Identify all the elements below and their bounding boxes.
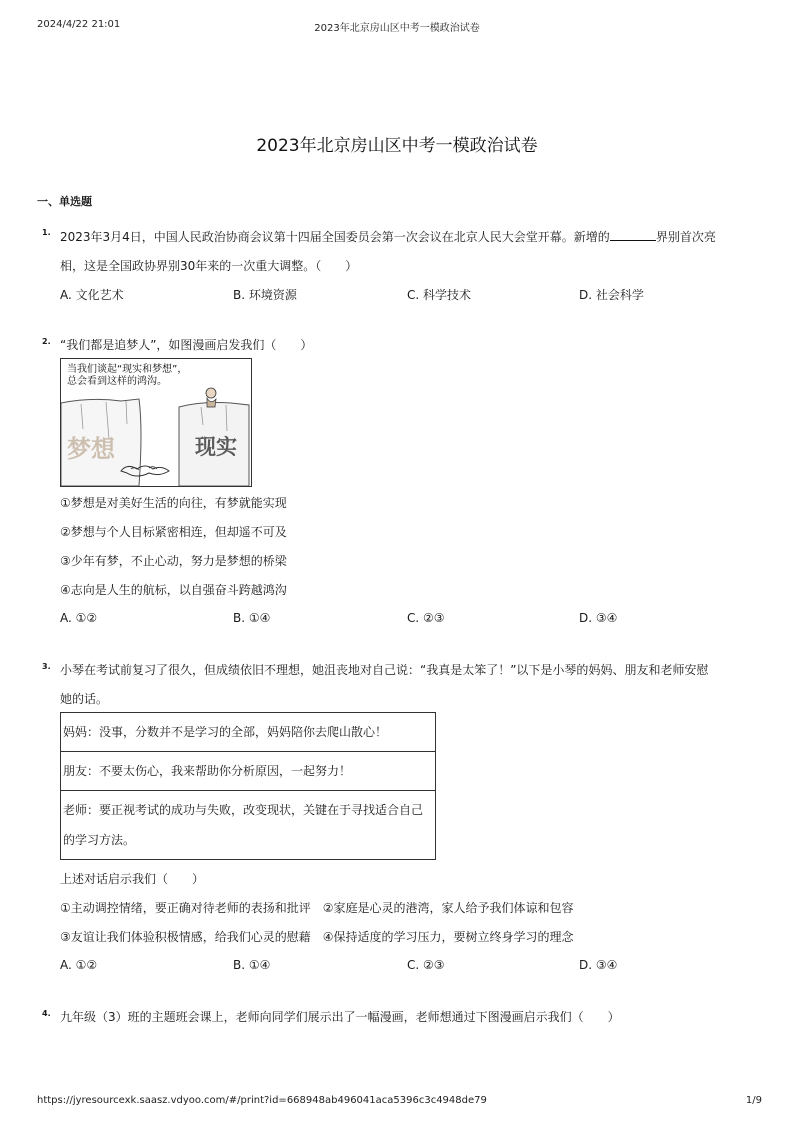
question-stem-line: 相，这是全国政协界别30年来的一次重大调整。（ ） xyxy=(60,259,358,273)
comic-caption xyxy=(67,364,187,388)
question-stem-line: 她的话。 xyxy=(60,692,109,706)
question-stem-line: 九年级（3）班的主题班会课上，老师向同学们展示出了一幅漫画，老师想通过下图漫画启示我们（ ） xyxy=(60,1010,620,1024)
table-row xyxy=(61,713,436,752)
option-b[interactable]: B. ①④ xyxy=(233,611,271,625)
table-row xyxy=(61,791,436,860)
dialog-cell: 妈妈：没事，分数并不是学习的全部，妈妈陪你去爬山散心！ xyxy=(61,713,436,752)
statement: ③友谊让我们体验积极情感，给我们心灵的慰藉 ④保持适度的学习压力，要树立终身学习的理念 xyxy=(60,930,574,944)
page-number: 1/9 xyxy=(745,1095,762,1106)
dialog-table xyxy=(60,712,436,860)
dialog-cell: 朋友：不要太伤心，我来帮助你分析原因，一起努力！ xyxy=(61,752,436,791)
option-a[interactable]: A. 文化艺术 xyxy=(60,288,124,302)
question-number: 3. xyxy=(42,662,51,671)
question-number: 1. xyxy=(42,228,51,237)
stem-text: 界别首次亮 xyxy=(655,230,716,244)
option-c[interactable]: C. ②③ xyxy=(407,611,445,625)
statement: ①主动调控情绪，要正确对待老师的表扬和批评 ②家庭是心灵的港湾，家人给予我们体谅和包容 xyxy=(60,901,574,915)
option-b[interactable]: B. ①④ xyxy=(233,958,271,972)
question-stem-line xyxy=(60,228,716,245)
option-c[interactable]: C. 科学技术 xyxy=(407,288,472,302)
comic-image xyxy=(60,358,252,487)
comic-caption-line: 总会看到这样的鸿沟。 xyxy=(67,376,167,387)
statement: ②梦想与个人目标紧密相连，但却遥不可及 xyxy=(60,525,287,539)
print-url: https://jyresourcexk.saasz.vdyoo.com/#/print?id=668948ab496041aca5396c3c4948de79 xyxy=(37,1095,487,1106)
option-d[interactable]: D. ③④ xyxy=(579,611,618,625)
option-a[interactable]: A. ①② xyxy=(60,611,98,625)
print-header-title: 2023年北京房山区中考一模政治试卷 xyxy=(314,23,480,34)
comic-caption-line: 当我们谈起“现实和梦想”， xyxy=(67,364,188,375)
statement: ④志向是人生的航标，以自强奋斗跨越鸿沟 xyxy=(60,583,287,597)
option-c[interactable]: C. ②③ xyxy=(407,958,445,972)
statement: ①梦想是对美好生活的向往，有梦就能实现 xyxy=(60,496,287,510)
dialog-cell: 老师：要正视考试的成功与失败，改变现状，关键在于寻找适合自己的学习方法。 xyxy=(61,791,436,860)
option-b[interactable]: B. 环境资源 xyxy=(233,288,297,302)
statement: ③少年有梦，不止心动，努力是梦想的桥梁 xyxy=(60,554,287,568)
option-d[interactable]: D. ③④ xyxy=(579,958,618,972)
question-stem-line: “我们都是追梦人”，如图漫画启发我们（ ） xyxy=(60,338,313,352)
stem-text: 2023年3月4日，中国人民政治协商会议第十四届全国委员会第一次会议在北京人民大会堂开幕。新增的 xyxy=(60,230,610,244)
comic-word-reality: 现实 xyxy=(195,434,237,459)
option-a[interactable]: A. ①② xyxy=(60,958,98,972)
option-d[interactable]: D. 社会科学 xyxy=(579,288,644,302)
question-number: 4. xyxy=(42,1009,51,1018)
section-heading: 一、单选题 xyxy=(37,195,92,208)
fill-blank xyxy=(610,228,656,241)
print-datetime: 2024/4/22 21:01 xyxy=(37,19,121,30)
question-prompt: 上述对话启示我们（ ） xyxy=(60,872,205,886)
page-title: 2023年北京房山区中考一模政治试卷 xyxy=(256,136,538,156)
question-number: 2. xyxy=(42,337,51,346)
table-row xyxy=(61,752,436,791)
comic-word-dream: 梦想 xyxy=(67,434,115,463)
question-stem-line: 小琴在考试前复习了很久，但成绩依旧不理想，她沮丧地对自己说：“我真是太笨了！”以下是小琴的妈妈、朋友和老师安慰 xyxy=(60,663,709,677)
